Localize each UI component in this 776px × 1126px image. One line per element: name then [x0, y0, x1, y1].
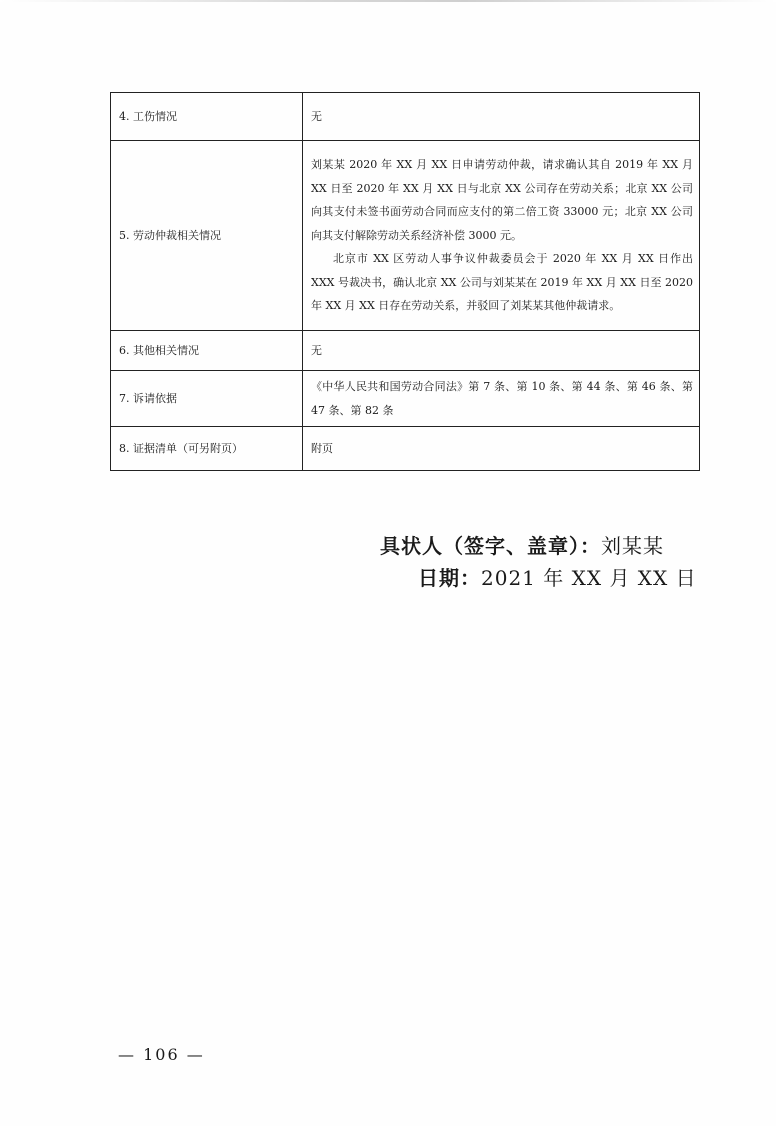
date-line: [380, 562, 710, 594]
row-label: 5. 劳动仲裁相关情况: [111, 141, 303, 331]
signature-block: [380, 530, 710, 594]
table-row-work-injury: [111, 93, 700, 141]
row-content: [303, 427, 700, 471]
row-content: [303, 331, 700, 371]
row-paragraph: 无: [311, 109, 322, 123]
row-paragraph: 北京市 XX 区劳动人事争议仲裁委员会于 2020 年 XX 月 XX 日作出 XXX 号裁决书，确认北京 XX 公司与刘某某在 2019 年 XX 月 XX 日至 2020 年 XX 月 XX 日存在劳动关系，并驳回了刘某某其他仲裁请求。: [311, 252, 693, 313]
date-label: 日期：: [418, 566, 481, 590]
row-paragraph: 无: [311, 343, 322, 357]
date-value: 2021 年 XX 月 XX 日: [481, 566, 697, 590]
signer-line: [380, 530, 710, 562]
row-paragraph: 刘某某 2020 年 XX 月 XX 日申请劳动仲裁，请求确认其自 2019 年 XX 月 XX 日至 2020 年 XX 月 XX 日与北京 XX 公司存在劳动关系；北京 XX 公司向其支付未签书面劳动合同而应支付的第二倍工资 33000 元；北京 XX 公司向其支付解除劳动关系经济补偿 3000 元。: [311, 158, 693, 242]
signer-name: 刘某某: [601, 534, 664, 558]
row-content: [303, 371, 700, 427]
row-label: 6. 其他相关情况: [111, 331, 303, 371]
table-row-arbitration: [111, 141, 700, 331]
complaint-form-table: [110, 92, 700, 471]
row-paragraph: 附页: [311, 441, 333, 455]
table-row-evidence: [111, 427, 700, 471]
row-label: 7. 诉请依据: [111, 371, 303, 427]
row-label: 8. 证据清单（可另附页）: [111, 427, 303, 471]
row-paragraph: 《中华人民共和国劳动合同法》第 7 条、第 10 条、第 44 条、第 46 条、第 47 条、第 82 条: [311, 380, 693, 417]
row-content: [303, 93, 700, 141]
row-label: 4. 工伤情况: [111, 93, 303, 141]
signer-label: 具状人（签字、盖章）：: [380, 534, 601, 558]
page-top-border: [0, 0, 776, 2]
page-number: — 106 —: [118, 1045, 205, 1064]
table-row-legal-basis: [111, 371, 700, 427]
table-row-other: [111, 331, 700, 371]
row-content: [303, 141, 700, 331]
